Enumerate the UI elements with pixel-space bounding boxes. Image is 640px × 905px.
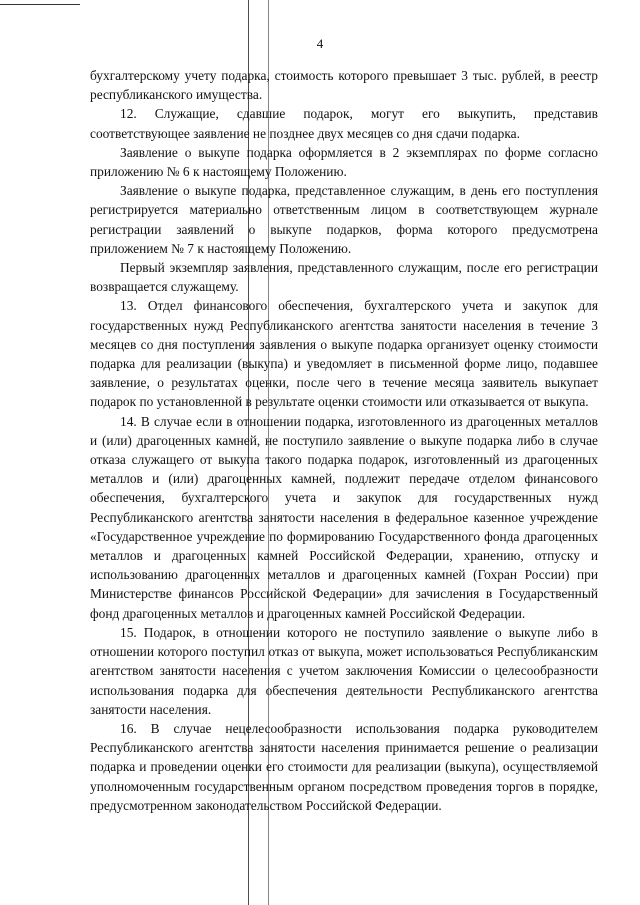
paragraph: бухгалтерскому учету подарка, стоимость которого превышает 3 тыс. рублей, в реестр республиканского имущества. xyxy=(90,68,598,103)
paragraph: 14. В случае если в отношении подарка, изготовленного из драгоценных металлов и (или) драгоценных камней, не поступило заявление о выкупе подарка либо в случае отказа служащего от выкупа такого подарка подарок, изготовленный из драгоценных металлов и (или) драгоценных камней, подлежит передаче отделом финансового обеспечения, бухгалтерского учета и закупок для государственных нужд Республиканского агентства занятости населения в федеральное казенное учреждение «Государственное учреждение по формированию Государственного фонда драгоценных металлов и драгоценных камней Российской Федерации, хранению, отпуску и использованию драгоценных металлов и драгоценных камней (Гохран России) при Министерстве финансов Российской Федерации» для зачисления в Государственный фонд драгоценных металлов и драгоценных камней Российской Федерации. xyxy=(90,413,598,621)
paragraph: Заявление о выкупе подарка оформляется в 2 экземплярах по форме согласно приложению № 6 к настоящему Положению. xyxy=(90,144,598,180)
paragraph: 16. В случае нецелесообразности использования подарка руководителем Республиканского агентства занятости населения принимается решение о реализации подарка и проведении оценки его стоимости для реализации (выкупа), осуществляемой уполномоченным государственным органом посредством проведения торгов в порядке, предусмотренном законодательством Российской Федерации. xyxy=(90,720,598,813)
paragraph: Заявление о выкупе подарка, представленное служащим, в день его поступления регистрируется материально ответственным лицом в соответствующем журнале регистрации заявлений о выкупе подарков, форма которого предусмотрена приложением № 7 к настоящему Положению. xyxy=(90,183,598,256)
paragraph: 13. Отдел финансового обеспечения, бухгалтерского учета и закупок для государственных нужд Республиканского агентства занятости населения в течение 3 месяцев со дня поступления заявления о выкупе подарка организует оценку стоимости подарка для реализации (выкупа) и уведомляет в письменной форме лицо, подавшее заявление, о результатах оценки, после чего в течение месяца заявитель выкупает подарок по установленной в результате оценки стоимости или отказывается от выкупа. xyxy=(90,298,598,410)
paragraph: 15. Подарок, в отношении которого не поступило заявление о выкупе либо в отношении которого поступил отказ от выкупа, может использоваться Республиканским агентством занятости населения с учетом заключения Комиссии о целесообразности использования подарка для обеспечения деятельности Республиканского агентства занятости населения. xyxy=(90,624,598,717)
document-body xyxy=(90,66,598,815)
paragraph: 12. Служащие, сдавшие подарок, могут его выкупить, представив соответствующее заявление не позднее двух месяцев со дня сдачи подарка. xyxy=(90,106,598,141)
scan-top-line xyxy=(0,4,80,5)
paragraph: Первый экземпляр заявления, представленного служащим, после его регистрации возвращается служащему. xyxy=(90,260,598,295)
page-number: 4 xyxy=(316,36,324,51)
